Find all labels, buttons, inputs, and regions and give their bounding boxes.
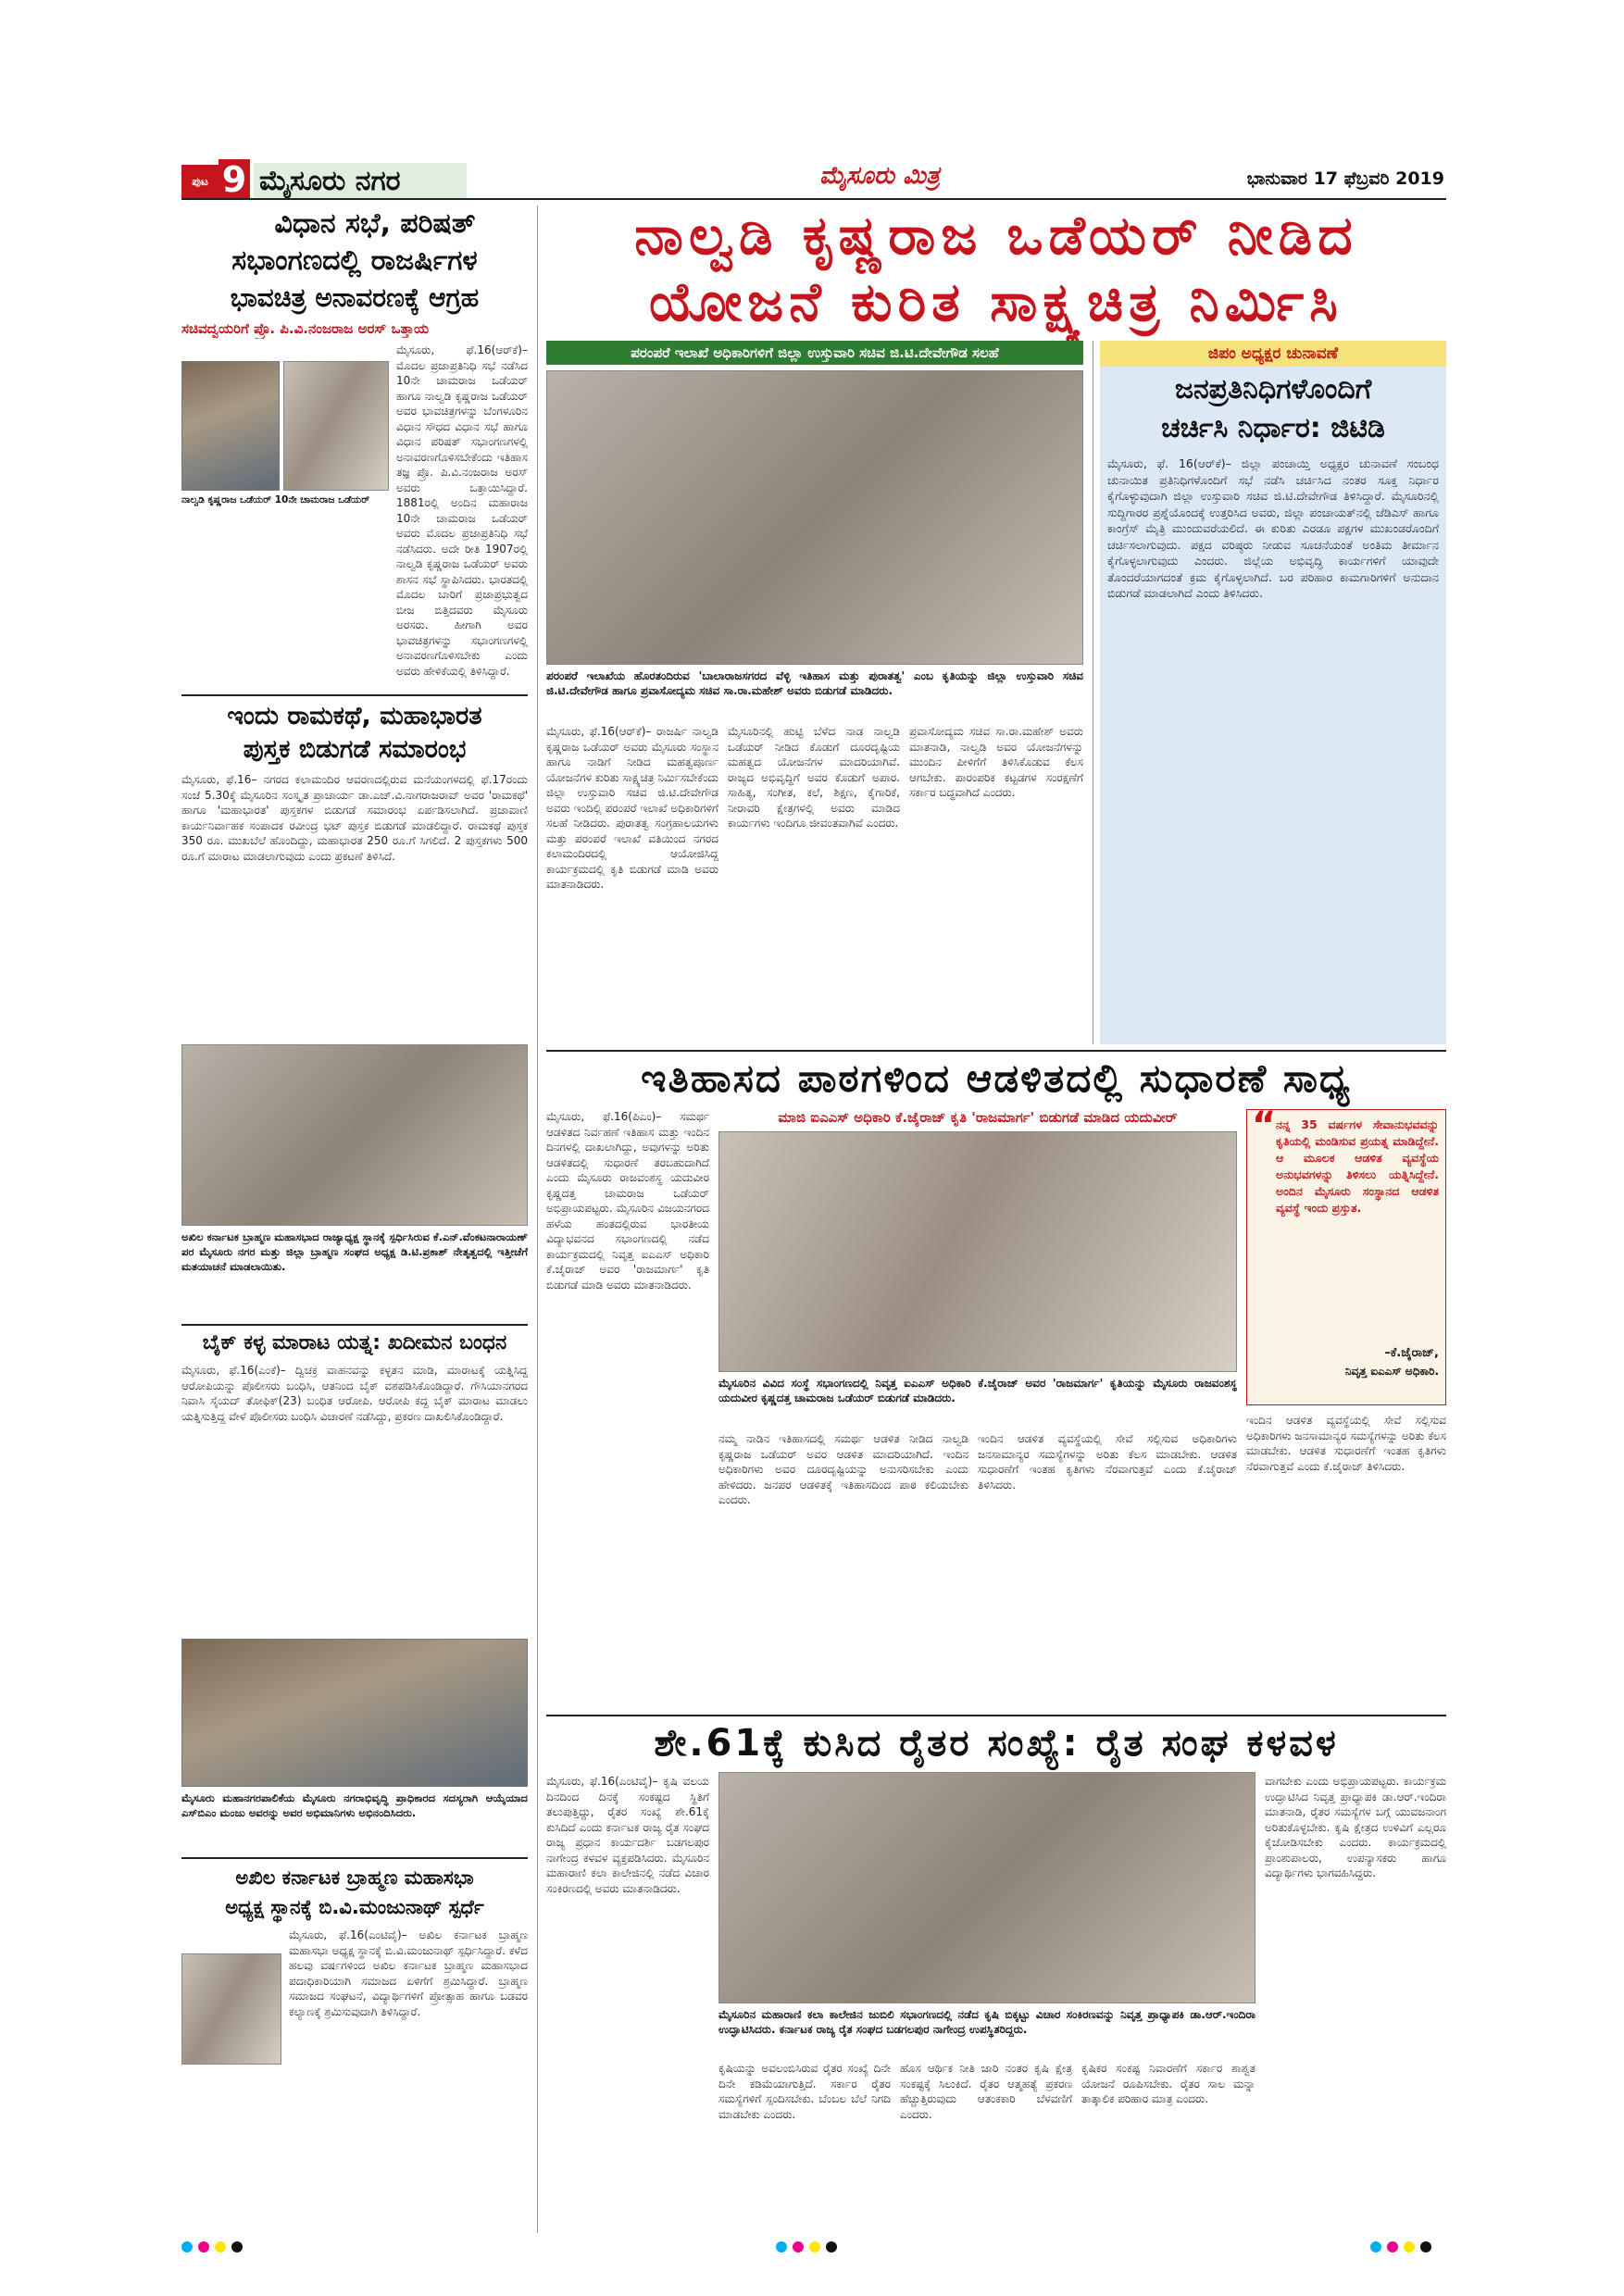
paper-name: ಮೈಸೂರು ಮಿತ್ರ [819,162,940,190]
bottom-body-mid2: ಹೊಸ ಆರ್ಥಿಕ ನೀತಿ ಜಾರಿ ನಂತರ ಕೃಷಿ ಕ್ಷೇತ್ರ ಸಂಕಷ್ಟಕ್ಕೆ ಸಿಲುಕಿದೆ. ರೈತರ ಆತ್ಮಹತ್ಯೆ ಪ್ರಕರಣ ಹೆಚ್ಚುತ್ತಿರುವುದು ಆತಂಕಕಾರಿ ಬೆಳವಣಿಗೆ ಎಂದರು. [900,2062,1072,2121]
registration-dot-cyan-icon [1370,2241,1381,2252]
mid-body-far-right: ಇಂದಿನ ಆಡಳಿತ ವ್ಯವಸ್ಥೆಯಲ್ಲಿ ಸೇವೆ ಸಲ್ಲಿಸುವ ಅಧಿಕಾರಿಗಳು ಜನಸಾಮಾನ್ಯರ ಸಮಸ್ಯೆಗಳನ್ನು ಅರಿತು ಕೆಲಸ ಮಾಡಬೇಕು. ಆಡಳಿತ ಸುಧಾರಣೆಗೆ ಇಂತಹ ಕೃತಿಗಳು ನೆರವಾಗುತ್ತವೆ ಎಂದು ಕೆ.ಜೈರಾಜ್ ತಿಳಿಸಿದರು. [1246,1414,1446,1473]
mid-body-mid: ನಮ್ಮ ನಾಡಿನ ಇತಿಹಾಸದಲ್ಲಿ ಸಮರ್ಥ ಆಡಳಿತ ನೀಡಿದ ನಾಲ್ವಡಿ ಕೃಷ್ಣರಾಜ ಒಡೆಯರ್ ಅವರ ಆಡಳಿತ ಮಾದರಿಯಾಗಿದೆ. ಇಂದಿನ ಅಧಿಕಾರಿಗಳು ಅವರ ದೂರದೃಷ್ಟಿಯನ್ನು ಅನುಸರಿಸಬೇಕು ಎಂದು ಹೇಳಿದರು. ಜನಪರ ಆಡಳಿತಕ್ಕೆ ಇತಿಹಾಸದಿಂದ ಪಾಠ ಕಲಿಯಬೇಕು ಎಂದರು. [718,1432,968,1506]
quote-text: ನನ್ನ 35 ವರ್ಷಗಳ ಸೇವಾನುಭವವನ್ನು ಕೃತಿಯಲ್ಲಿ ಮಂಡಿಸುವ ಪ್ರಯತ್ನ ಮಾಡಿದ್ದೇನೆ. ಆ ಮೂಲಕ ಆಡಳಿತ ವ್ಯವಸ್ಥೆಯ ಅನುಭವಗಳನ್ನು ತಿಳಿಸಲು ಯತ್ನಿಸಿದ್ದೇನೆ. ಅಂದಿನ ಮೈಸೂರು ಸಂಸ್ಥಾನದ ಆಡಳಿತ ವ್ಯವಸ್ಥೆ ಇಂದು ಪ್ರಸ್ತುತ. [1276,1117,1439,1215]
left-story3-photo-caption: ಮೈಸೂರು ಮಹಾನಗರಪಾಲಿಕೆಯ ಮೈಸೂರು ನಗರಾಭಿವೃದ್ಧಿ ಪ್ರಾಧಿಕಾರದ ಸದಸ್ಯರಾಗಿ ಆಯ್ಕೆಯಾದ ಎಸ್‌ಬಿಎಂ ಮಂಜು ಅವರನ್ನು ಅವರ ಅಭಿಮಾನಿಗಳು ಅಭಿನಂದಿಸಿದರು. [181,1791,528,1819]
left-story1-photo-caption: ನಾಲ್ವಡಿ ಕೃಷ್ಣರಾಜ ಒಡೆಯರ್ 10ನೇ ಚಾಮರಾಜ ಒಡೆಯರ್ [181,494,370,505]
main-headline-line2: ಯೋಜನೆ ಕುರಿತ ಸಾಕ್ಷ್ಯಚಿತ್ರ ನಿರ್ಮಿಸಿ [649,270,1343,333]
issue-date: ಭಾನುವಾರ 17 ಫೆಬ್ರವರಿ 2019 [1246,168,1444,189]
main-strap: ಪರಂಪರೆ ಇಲಾಖೆ ಅಧಿಕಾರಿಗಳಿಗೆ ಜಿಲ್ಲಾ ಉಸ್ತುವಾರಿ ಸಚಿವ ಜಿ.ಟಿ.ದೇವೇಗೌಡ ಸಲಹೆ [546,341,1083,365]
mid-strap: ಮಾಜಿ ಐಎಎಸ್ ಅಧಿಕಾರಿ ಕೆ.ಜೈರಾಜ್ ಕೃತಿ 'ರಾಜಮಾರ್ಗ' ಬಿಡುಗಡೆ ಮಾಡಿದ ಯದುವೀರ್ [778,1109,1178,1126]
registration-marks-center [776,2239,843,2256]
bottom-headline: ಶೇ.61ಕ್ಕೆ ಕುಸಿದ ರೈತರ ಸಂಖ್ಯೆ: ರೈತ ಸಂಘ ಕಳವಳ [654,1722,1339,1765]
bottom-body-right: ವಾಗಬೇಕು ಎಂದು ಅಭಿಪ್ರಾಯಪಟ್ಟರು. ಕಾರ್ಯಕ್ರಮ ಉದ್ಘಾಟಿಸಿದ ನಿವೃತ್ತ ಪ್ರಾಧ್ಯಾಪಕಿ ಡಾ.ಆರ್.ಇಂದಿರಾ ಮಾತನಾಡಿ, ರೈತರ ಸಮಸ್ಯೆಗಳ ಬಗ್ಗೆ ಯುವಜನಾಂಗ ಅರಿತುಕೊಳ್ಳಬೇಕು. ಕೃಷಿ ಕ್ಷೇತ್ರದ ಉಳಿವಿಗೆ ಎಲ್ಲರೂ ಕೈಜೋಡಿಸಬೇಕು ಎಂದರು. ಕಾರ್ಯಕ್ರಮದಲ್ಲಿ ಪ್ರಾಂಶುಪಾಲರು, ಉಪನ್ಯಾಸಕರು ಹಾಗೂ ವಿದ್ಯಾರ್ಥಿಗಳು ಭಾಗವಹಿಸಿದ್ದರು. [1265,1775,1446,1879]
registration-dot-black-icon [826,2241,837,2252]
main-event-photo [546,370,1083,665]
bottom-story-rule [546,1715,1446,1716]
registration-dot-yellow-icon [1404,2241,1415,2252]
right-box-headline-line2: ಚರ್ಚಿಸಿ ನಿರ್ಧಾರ: ಜಿಟಿಡಿ [1161,412,1385,444]
quote-mark-icon: “ [1252,1104,1277,1147]
registration-dot-cyan-icon [776,2241,787,2252]
left-story3-photo [181,1639,528,1787]
main-body-col1: ಮೈಸೂರು, ಫೆ.16(ಆರ್‌ಕೆ)– ರಾಜರ್ಷಿ ನಾಲ್ವಡಿ ಕೃಷ್ಣರಾಜ ಒಡೆಯರ್ ಅವರು ಮೈಸೂರು ಸಂಸ್ಥಾನ ಹಾಗೂ ನಾಡಿಗೆ ನೀಡಿದ ಮಹತ್ವಪೂರ್ಣ ಯೋಜನೆಗಳ ಕುರಿತು ಸಾಕ್ಷ್ಯಚಿತ್ರ ನಿರ್ಮಿಸಬೇಕೆಂದು ಜಿಲ್ಲಾ ಉಸ್ತುವಾರಿ ಸಚಿವ ಜಿ.ಟಿ.ದೇವೇಗೌಡ ಅವರು ಇಂದಿಲ್ಲಿ ಪರಂಪರೆ ಇಲಾಖೆ ಅಧಿಕಾರಿಗಳಿಗೆ ಸಲಹೆ ನೀಡಿದರು. ಪುರಾತತ್ವ ಸಂಗ್ರಹಾಲಯಗಳು ಮತ್ತು ಪರಂಪರೆ ಇಲಾಖೆ ವತಿಯಿಂದ ನಗರದ ಕಲಾಮಂದಿರದಲ್ಲಿ ಆಯೋಜಿಸಿದ್ದ ಕಾರ್ಯಕ್ರಮದಲ್ಲಿ ಕೃತಿ ಬಿಡುಗಡೆ ಮಾಡಿ ಅವರು ಮಾತನಾಡಿದರು. [546,725,718,891]
main-body-col2: ಮೈಸೂರಿನಲ್ಲಿ ಹುಟ್ಟಿ ಬೆಳೆದ ನಾಡ ನಾಲ್ವಡಿ ಒಡೆಯರ್ ನೀಡಿದ ಕೊಡುಗೆ ದೂರದೃಷ್ಟಿಯ ಮಹತ್ವದ ಯೋಜನೆಗಳ ಮಾದರಿಯಾಗಿವೆ. ರಾಜ್ಯದ ಅಭಿವೃದ್ಧಿಗೆ ಅವರ ಕೊಡುಗೆ ಅಪಾರ. ಸಾಹಿತ್ಯ, ಸಂಗೀತ, ಕಲೆ, ಶಿಕ್ಷಣ, ಕೈಗಾರಿಕೆ, ನೀರಾವರಿ ಕ್ಷೇತ್ರಗಳಲ್ಲಿ ಅವರು ಮಾಡಿದ ಕಾರ್ಯಗಳು ಇಂದಿಗೂ ಜೀವಂತವಾಗಿವೆ ಎಂದರು. [728,725,900,830]
left-story4-body: ಮೈಸೂರು, ಫೆ.16(ಎಂಟಿವೈ)– ಅಖಿಲ ಕರ್ನಾಟಕ ಬ್ರಾಹ್ಮಣ ಮಹಾಸಭಾ ಅಧ್ಯಕ್ಷ ಸ್ಥಾನಕ್ಕೆ ಬಿ.ವಿ.ಮಂಜುನಾಥ್ ಸ್ಪರ್ಧಿಸಿದ್ದಾರೆ. ಕಳೆದ ಹಲವು ವರ್ಷಗಳಿಂದ ಅಖಿಲ ಕರ್ನಾಟಕ ಬ್ರಾಹ್ಮಣ ಮಹಾಸಭಾದ ಪದಾಧಿಕಾರಿಯಾಗಿ ಸಮಾಜದ ಏಳಿಗೆಗೆ ಶ್ರಮಿಸಿದ್ದಾರೆ. ಬ್ರಾಹ್ಮಣ ಸಮಾಜದ ಸಂಘಟನೆ, ವಿದ್ಯಾರ್ಥಿಗಳಿಗೆ ಪ್ರೋತ್ಸಾಹ ಹಾಗೂ ಬಡವರ ಕಲ್ಯಾಣಕ್ಕೆ ಶ್ರಮಿಸುವುದಾಗಿ ತಿಳಿಸಿದ್ದಾರೆ. [289,1928,528,2018]
mid-headline: ಇತಿಹಾಸದ ಪಾಠಗಳಿಂದ ಆಡಳಿತದಲ್ಲಿ ಸುಧಾರಣೆ ಸಾಧ್ಯ [641,1055,1352,1101]
main-headline-line1: ನಾಲ್ವಡಿ ಕೃಷ್ಣರಾಜ ಒಡೆಯರ್ ನೀಡಿದ [634,204,1358,267]
mid-body-left: ಮೈಸೂರು, ಫೆ.16(ಪಿಎಂ)– ಸಮರ್ಥ ಆಡಳಿತದ ನಿರ್ವಹಣೆ ಇತಿಹಾಸ ಮತ್ತು ಇಂದಿನ ದಿನಗಳಲ್ಲಿ ದಾಖಲಾಗಿದ್ದು, ಅವುಗಳನ್ನು ಅರಿತು ಆಡಳಿತದಲ್ಲಿ ಸುಧಾರಣೆ ತರಬಹುದಾಗಿದೆ ಎಂದು ಮೈಸೂರು ರಾಜವಂಶಸ್ಥ ಯದುವೀರ ಕೃಷ್ಣದತ್ತ ಚಾಮರಾಜ ಒಡೆಯರ್ ಅಭಿಪ್ರಾಯಪಟ್ಟರು. ಮೈಸೂರಿನ ವಿಜಯನಗರದ ಹಳೆಯ ಹಂತದಲ್ಲಿರುವ ಭಾರತೀಯ ವಿದ್ಯಾಭವನದ ಸಭಾಂಗಣದಲ್ಲಿ ನಡೆದ ಕಾರ್ಯಕ್ರಮದಲ್ಲಿ ನಿವೃತ್ತ ಐಎಎಸ್ ಅಧಿಕಾರಿ ಕೆ.ಜೈರಾಜ್ ಅವರ 'ರಾಜಮಾರ್ಗ' ಕೃತಿ ಬಿಡುಗಡೆ ಮಾಡಿ ಅವರು ಮಾತನಾಡಿದರು. [546,1110,709,1292]
mid-story-rule [546,1050,1446,1052]
left-story1-subhead: ಸಚಿವದ್ವಯರಿಗೆ ಪ್ರೊ. ಪಿ.ವಿ.ನಂಜರಾಜ ಅರಸ್ ಒತ್ತಾಯ [181,320,430,337]
left-story4-headline-line1: ಅಖಿಲ ಕರ್ನಾಟಕ ಬ್ರಾಹ್ಮಣ ಮಹಾಸಭಾ [235,1866,474,1889]
masthead-rule [181,198,1446,200]
section-name: ಮೈಸೂರು ನಗರ [254,163,467,200]
registration-dot-yellow-icon [215,2241,226,2252]
main-body-col3: ಪ್ರವಾಸೋದ್ಯಮ ಸಚಿವ ಸಾ.ರಾ.ಮಹೇಶ್ ಅವರು ಮಾತನಾಡಿ, ನಾಲ್ವಡಿ ಅವರ ಯೋಜನೆಗಳನ್ನು ಮುಂದಿನ ಪೀಳಿಗೆಗೆ ತಿಳಿಸಿಕೊಡುವ ಕೆಲಸ ಆಗಬೇಕು. ಪಾರಂಪರಿಕ ಕಟ್ಟಡಗಳ ಸಂರಕ್ಷಣೆಗೆ ಸರ್ಕಾರ ಬದ್ಧವಾಗಿದೆ ಎಂದರು. [909,725,1083,799]
bottom-event-photo [718,1772,1255,2003]
main-photo-caption: ಪರಂಪರೆ ಇಲಾಖೆಯ ಹೊರತಂದಿರುವ 'ಬಾಲಾರಾಜಸಗರದ ವೆಳ್ಳಿ ಇತಿಹಾಸ ಮತ್ತು ಪುರಾತತ್ವ' ಎಂಬ ಕೃತಿಯನ್ನು ಜಿಲ್ಲಾ ಉಸ್ತುವಾರಿ ಸಚಿವ ಜಿ.ಟಿ.ದೇವೇಗೌಡ ಹಾಗೂ ಪ್ರವಾಸೋದ್ಯಮ ಸಚಿವ ಸಾ.ರಾ.ಮಹೇಶ್ ಅವರು ಬಿಡುಗಡೆ ಮಾಡಿದರು. [546,669,1083,697]
registration-dot-yellow-icon [809,2241,820,2252]
registration-dot-magenta-icon [793,2241,804,2252]
left-story2-body: ಮೈಸೂರು, ಫೆ.16– ನಗರದ ಕಲಾಮಂದಿರ ಆವರಣದಲ್ಲಿರುವ ಮನೆಯಂಗಳದಲ್ಲಿ ಫೆ.17ರಂದು ಸಂಜೆ 5.30ಕ್ಕೆ ಮೈಸೂರಿನ ಸಂಸ್ಕೃತ ಪ್ರಾಚಾರ್ಯ ಡಾ.ಎಚ್.ವಿ.ನಾಗರಾಜರಾವ್ ಅವರ 'ರಾಮಕಥೆ' ಹಾಗೂ 'ಮಹಾಭಾರತ' ಪುಸ್ತಕಗಳ ಬಿಡುಗಡೆ ಸಮಾರಂಭ ಏರ್ಪಡಿಸಲಾಗಿದೆ. ಪ್ರಜಾವಾಣಿ ಕಾರ್ಯನಿರ್ವಾಹಕ ಸಂಪಾದಕ ರವೀಂದ್ರ ಭಟ್ ಪುಸ್ತಕ ಬಿಡುಗಡೆ ಮಾಡಲಿದ್ದಾರೆ. ರಾಮಕಥೆ ಪುಸ್ತಕ 350 ರೂ. ಮುಖಬೆಲೆ ಹೊಂದಿದ್ದು, ಮಹಾಭಾರತ 250 ರೂ.ಗೆ ಸಿಗಲಿದೆ. 2 ಪುಸ್ತಕಗಳು 500 ರೂ.ಗೆ ಮಾರಾಟ ಮಾಡಲಾಗುವುದು ಎಂದು ಪ್ರಕಟಣೆ ತಿಳಿಸಿದೆ. [181,773,528,863]
mid-body-right: ಇಂದಿನ ಆಡಳಿತ ವ್ಯವಸ್ಥೆಯಲ್ಲಿ ಸೇವೆ ಸಲ್ಲಿಸುವ ಅಧಿಕಾರಿಗಳು ಜನಸಾಮಾನ್ಯರ ಸಮಸ್ಯೆಗಳನ್ನು ಅರಿತು ಕೆಲಸ ಮಾಡಬೇಕು. ಆಡಳಿತ ಸುಧಾರಣೆಗೆ ಇಂತಹ ಕೃತಿಗಳು ನೆರವಾಗುತ್ತವೆ ಎಂದು ಕೆ.ಜೈರಾಜ್ ತಿಳಿಸಿದರು. [978,1432,1237,1491]
left-story1-headline-line3: ಭಾವಚಿತ್ರ ಅನಾವರಣಕ್ಕೆ ಆಗ್ರಹ [230,282,480,313]
left-story2-headline-line1: ಇಂದು ರಾಮಕಥೆ, ಮಹಾಭಾರತ [227,702,482,730]
registration-dot-magenta-icon [198,2241,209,2252]
left-story4-headline-line2: ಅಧ್ಯಕ್ಷ ಸ್ಥಾನಕ್ಕೆ ಬಿ.ವಿ.ಮಂಜುನಾಥ್ ಸ್ಪರ್ಧೆ [225,1896,484,1918]
left-story3-headline: ಬೈಕ್ ಕಳ್ಳ ಮಾರಾಟ ಯತ್ನ: ಖದೀಮನ ಬಂಧನ [202,1331,507,1354]
left-story2-photo [181,1044,528,1226]
bottom-body-mid1: ಕೃಷಿಯನ್ನು ಅವಲಂಬಿಸಿರುವ ರೈತರ ಸಂಖ್ಯೆ ದಿನೇ ದಿನೇ ಕಡಿಮೆಯಾಗುತ್ತಿದೆ. ಸರ್ಕಾರ ರೈತರ ಸಮಸ್ಯೆಗಳಿಗೆ ಸ್ಪಂದಿಸಬೇಕು. ಬೆಂಬಲ ಬೆಲೆ ನಿಗದಿ ಮಾಡಬೇಕು ಎಂದರು. [718,2062,891,2121]
left-story2-headline-line2: ಪುಸ್ತಕ ಬಿಡುಗಡೆ ಸಮಾರಂಭ [243,735,467,764]
page-number: 9 [219,159,250,200]
bottom-body-mid3: ಕೃಷಿಕರ ಸಂಕಷ್ಟ ನಿವಾರಣೆಗೆ ಸರ್ಕಾರ ಶಾಶ್ವತ ಯೋಜನೆ ರೂಪಿಸಬೇಕು. ರೈತರ ಸಾಲ ಮನ್ನಾ ತಾತ್ಕಾಲಿಕ ಪರಿಹಾರ ಮಾತ್ರ ಎಂದರು. [1081,2062,1255,2105]
registration-marks-right [1370,2239,1437,2256]
page-label: ಪುಟ [192,175,208,188]
registration-marks-left [181,2239,248,2256]
left-story1-body: ಮೈಸೂರು, ಫೆ.16(ಆರ್‌ಕೆ)–ಮೊದಲ ಪ್ರಜಾಪ್ರತಿನಿಧಿ ಸಭೆ ನಡೆಸಿದ 10ನೇ ಚಾಮರಾಜ ಒಡೆಯರ್ ಹಾಗೂ ನಾಲ್ವಡಿ ಕೃಷ್ಣರಾಜ ಒಡೆಯರ್ ಅವರ ಭಾವಚಿತ್ರಗಳನ್ನು ಬೆಂಗಳೂರಿನ ವಿಧಾನ ಸೌಧದ ವಿಧಾನ ಸಭೆ ಹಾಗೂ ವಿಧಾನ ಪರಿಷತ್ ಸಭಾಂಗಣಗಳಲ್ಲಿ ಅನಾವರಣಗೊಳಿಸಬೇಕೆಂದು ಇತಿಹಾಸ ತಜ್ಞ ಪ್ರೊ. ಪಿ.ವಿ.ನಂಜರಾಜ ಅರಸ್ ಅವರು ಒತ್ತಾಯಿಸಿದ್ದಾರೆ. 1881ರಲ್ಲಿ ಅಂದಿನ ಮಹಾರಾಜ 10ನೇ ಚಾಮರಾಜ ಒಡೆಯರ್ ಅವರು ಮೊದಲ ಪ್ರಜಾಪ್ರತಿನಿಧಿ ಸಭೆ ನಡೆಸಿದರು. ಅದೇ ರೀತಿ 1907ರಲ್ಲಿ ನಾಲ್ವಡಿ ಕೃಷ್ಣರಾಜ ಒಡೆಯರ್ ಅವರು ಶಾಸನ ಸಭೆ ಸ್ಥಾಪಿಸಿದರು. ಭಾರತದಲ್ಲಿ ಮೊದಲ ಬಾರಿಗೆ ಪ್ರಜಾಪ್ರಭುತ್ವದ ಬೀಜ ಬಿತ್ತಿದವರು ಮೈಸೂರು ಅರಸರು. ಹೀಗಾಗಿ ಅವರ ಭಾವಚಿತ್ರಗಳನ್ನು ಸಭಾಂಗಣಗಳಲ್ಲಿ ಅನಾವರಣಗೊಳಿಸಬೇಕು ಎಂದು ಅವರು ಹೇಳಿಕೆಯಲ್ಲಿ ತಿಳಿಸಿದ್ದಾರೆ. [396,343,528,678]
column-divider-left [537,206,538,2233]
right-box-headline-line1: ಜನಪ್ರತಿನಿಧಿಗಳೊಂದಿಗೆ [1174,373,1372,406]
registration-dot-cyan-icon [181,2241,193,2252]
mid-event-photo [718,1131,1237,1372]
page-tag [181,165,219,198]
bottom-photo-caption: ಮೈಸೂರಿನ ಮಹಾರಾಣಿ ಕಲಾ ಕಾಲೇಜಿನ ಜುಬಿಲಿ ಸಭಾಂಗಣದಲ್ಲಿ ನಡೆದ ಕೃಷಿ ಬಿಕ್ಕಟ್ಟು ವಿಚಾರ ಸಂಕಿರಣವನ್ನು ನಿವೃತ್ತ ಪ್ರಾಧ್ಯಾಪಕಿ ಡಾ.ಆರ್.ಇಂದಿರಾ ಉದ್ಘಾಟಿಸಿದರು. ಕರ್ನಾಟಕ ರಾಜ್ಯ ರೈತ ಸಂಘದ ಬಡಗಲಪುರ ನಾಗೇಂದ್ರ ಉಪಸ್ಥಿತರಿದ್ದರು. [718,2008,1255,2036]
bottom-body-left: ಮೈಸೂರು, ಫೆ.16(ಎಂಟಿವೈ)– ಕೃಷಿ ವಲಯ ದಿನದಿಂದ ದಿನಕ್ಕೆ ಸಂಕಷ್ಟದ ಸ್ಥಿತಿಗೆ ತಲುಪುತ್ತಿದ್ದು, ರೈತರ ಸಂಖ್ಯೆ ಶೇ.61ಕ್ಕೆ ಕುಸಿದಿದೆ ಎಂದು ಕರ್ನಾಟಕ ರಾಜ್ಯ ರೈತ ಸಂಘದ ರಾಜ್ಯ ಪ್ರಧಾನ ಕಾರ್ಯದರ್ಶಿ ಬಡಗಲಪುರ ನಾಗೇಂದ್ರ ಕಳವಳ ವ್ಯಕ್ತಪಡಿಸಿದರು. ಮೈಸೂರಿನ ಮಹಾರಾಣಿ ಕಲಾ ಕಾಲೇಜಿನಲ್ಲಿ ನಡೆದ ವಿಚಾರ ಸಂಕಿರಣದಲ್ಲಿ ಅವರು ಮಾತನಾಡಿದರು. [546,1775,709,1895]
right-box-tag: ಜಿಪಂ ಅಧ್ಯಕ್ಷರ ಚುನಾವಣೆ [1100,341,1446,367]
registration-dot-magenta-icon [1387,2241,1398,2252]
left-story4-rule [181,1857,528,1859]
left-story3-rule [181,1324,528,1326]
left-story3-body: ಮೈಸೂರು, ಫೆ.16(ಎಂಕೆ)– ದ್ವಿಚಕ್ರ ವಾಹನವನ್ನು ಕಳ್ಳತನ ಮಾಡಿ, ಮಾರಾಟಕ್ಕೆ ಯತ್ನಿಸಿದ್ದ ಆರೋಪಿಯನ್ನು ಪೊಲೀಸರು ಬಂಧಿಸಿ, ಆತನಿಂದ ಬೈಕ್ ವಶಪಡಿಸಿಕೊಂಡಿದ್ದಾರೆ. ಗೌಸಿಯಾನಗರದ ನಿವಾಸಿ ಸೈಯದ್ ತೋಫಿಕ್(23) ಬಂಧಿತ ಆರೋಪಿ. ಆರೋಪಿ ಕದ್ದ ಬೈಕ್ ಮಾರಾಟ ಮಾಡಲು ಯತ್ನಿಸುತ್ತಿದ್ದ ವೇಳೆ ಪೊಲೀಸರು ಬಂಧಿಸಿ ವಿಚಾರಣೆ ನಡೆಸಿದ್ದು, ಪ್ರಕರಣ ದಾಖಲಿಸಿಕೊಂಡಿದ್ದಾರೆ. [181,1364,528,1423]
left-story1-headline-line2: ಸಭಾಂಗಣದಲ್ಲಿ ರಾಜರ್ಷಿಗಳ [231,244,478,277]
quote-author-title: ನಿವೃತ್ತ ಐಎಎಸ್ ಅಧಿಕಾರಿ. [1344,1365,1439,1378]
right-box-body: ಮೈಸೂರು, ಫೆ. 16(ಆರ್‌ಕೆ)– ಜಿಲ್ಲಾ ಪಂಚಾಯ್ತಿ ಅಧ್ಯಕ್ಷರ ಚುನಾವಣೆ ಸಂಬಂಧ ಚುನಾಯಿತ ಪ್ರತಿನಿಧಿಗಳೊಂದಿಗೆ ಸಭೆ ನಡೆಸಿ ಚರ್ಚಿಸಿದ ನಂತರ ಸೂಕ್ತ ನಿರ್ಧಾರ ಕೈಗೊಳ್ಳುವುದಾಗಿ ಜಿಲ್ಲಾ ಉಸ್ತುವಾರಿ ಸಚಿವ ಜಿ.ಟಿ.ದೇವೇಗೌಡ ತಿಳಿಸಿದ್ದಾರೆ. ಮೈಸೂರಿನಲ್ಲಿ ಸುದ್ದಿಗಾರರ ಪ್ರಶ್ನೆಯೊಂದಕ್ಕೆ ಉತ್ತರಿಸಿದ ಅವರು, ಜಿಲ್ಲಾ ಪಂಚಾಯತ್‌ನಲ್ಲಿ ಜೆಡಿಎಸ್ ಹಾಗೂ ಕಾಂಗ್ರೆಸ್ ಮೈತ್ರಿ ಮುಂದುವರೆಯಲಿದೆ. ಈ ಕುರಿತು ಎರಡೂ ಪಕ್ಷಗಳ ಮುಖಂಡರೊಂದಿಗೆ ಚರ್ಚಿಸಲಾಗುವುದು. ಪಕ್ಷದ ವರಿಷ್ಠರು ನೀಡುವ ಸೂಚನೆಯಂತೆ ಅಂತಿಮ ತೀರ್ಮಾನ ಕೈಗೊಳ್ಳಲಾಗುವುದು ಎಂದರು. ಜಿಲ್ಲೆಯ ಅಭಿವೃದ್ಧಿ ಕಾರ್ಯಗಳಿಗೆ ಯಾವುದೇ ತೊಂದರೆಯಾಗದಂತೆ ಕ್ರಮ ಕೈಗೊಳ್ಳಲಾಗಿದೆ. ಬರ ಪರಿಹಾರ ಕಾಮಗಾರಿಗಳಿಗೆ ಅನುದಾನ ಬಿಡುಗಡೆ ಮಾಡಲಾಗಿದೆ ಎಂದು ತಿಳಿಸಿದರು. [1107,456,1439,600]
quote-author: –ಕೆ.ಜೈರಾಜ್, [1384,1346,1439,1360]
left-story2-photo-caption: ಅಖಿಲ ಕರ್ನಾಟಕ ಬ್ರಾಹ್ಮಣ ಮಹಾಸಭಾದ ರಾಜ್ಯಾಧ್ಯಕ್ಷ ಸ್ಥಾನಕ್ಕೆ ಸ್ಪರ್ಧಿಸಿರುವ ಕೆ.ಎನ್.ವೆಂಕಟನಾರಾಯಣ್ ಪರ ಮೈಸೂರು ನಗರ ಮತ್ತು ಜಿಲ್ಲಾ ಬ್ರಾಹ್ಮಣ ಸಂಘದ ಅಧ್ಯಕ್ಷ ಡಿ.ಟಿ.ಪ್ರಕಾಶ್ ನೇತೃತ್ವದಲ್ಲಿ ಇತ್ತೀಚೆಗೆ ಮತಯಾಚನೆ ಮಾಡಲಾಯಿತು. [181,1230,528,1273]
left-story2-rule [181,694,528,696]
left-story1-headline-line1: ವಿಧಾನ ಸಭೆ, ಪರಿಷತ್ [274,207,476,240]
registration-dot-black-icon [231,2241,243,2252]
mid-photo-caption: ಮೈಸೂರಿನ ವಿವಿದ ಸಂಸ್ಥೆ ಸಭಾಂಗಣದಲ್ಲಿ ನಿವೃತ್ತ ಐಎಎಸ್ ಅಧಿಕಾರಿ ಕೆ.ಜೈರಾಜ್ ಅವರ 'ರಾಜಮಾರ್ಗ' ಕೃತಿಯನ್ನು ಮೈಸೂರು ರಾಜವಂಶಸ್ಥ ಯದುವೀರ ಕೃಷ್ಣದತ್ತ ಚಾಮರಾಜ ಒಡೆಯರ್ ಬಿಡುಗಡೆ ಮಾಡಿದರು. [718,1377,1237,1404]
registration-dot-black-icon [1420,2241,1431,2252]
